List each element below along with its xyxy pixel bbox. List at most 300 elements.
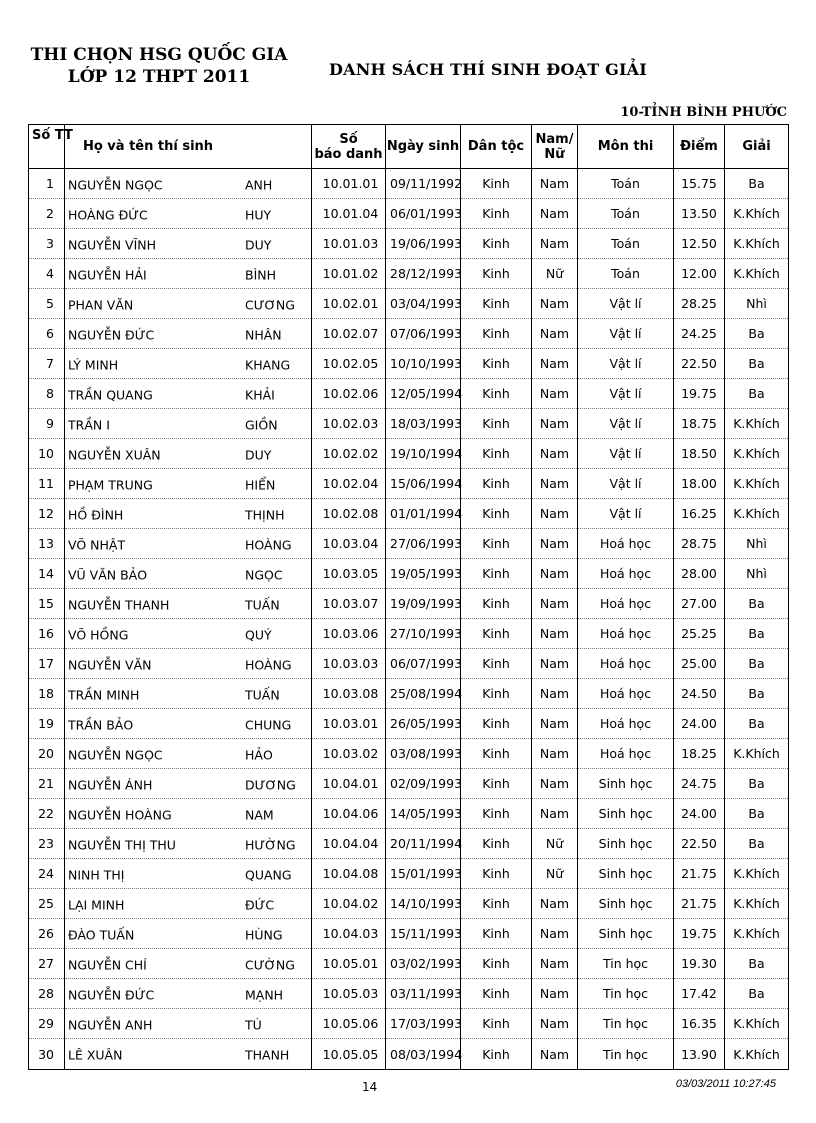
cell-prize: K.Khích [725, 259, 789, 289]
cell-subject: Vật lí [578, 409, 674, 439]
student-given-name: KHANG [245, 356, 291, 372]
cell-sbd: 10.01.04 [312, 199, 386, 229]
cell-prize: Ba [725, 829, 789, 859]
cell-subject: Sinh học [578, 769, 674, 799]
cell-subject: Sinh học [578, 829, 674, 859]
cell-subject: Sinh học [578, 859, 674, 889]
cell-name [65, 679, 312, 709]
cell-stt: 23 [29, 829, 65, 859]
cell-gender: Nam [532, 589, 578, 619]
cell-ethnic: Kinh [461, 829, 532, 859]
cell-name [65, 949, 312, 979]
cell-ethnic: Kinh [461, 229, 532, 259]
table-row [29, 589, 789, 619]
cell-gender: Nam [532, 679, 578, 709]
student-given-name: HIỂN [245, 476, 276, 492]
col-header-gender [532, 125, 578, 169]
cell-dob: 26/05/1993 [386, 709, 461, 739]
cell-sbd: 10.04.03 [312, 919, 386, 949]
cell-sbd: 10.05.01 [312, 949, 386, 979]
student-surname: NGUYỄN THANH [68, 596, 170, 612]
cell-subject: Sinh học [578, 919, 674, 949]
cell-subject: Toán [578, 169, 674, 199]
cell-name [65, 829, 312, 859]
table-row [29, 379, 789, 409]
cell-name [65, 979, 312, 1009]
cell-name [65, 259, 312, 289]
cell-gender: Nam [532, 199, 578, 229]
cell-name [65, 439, 312, 469]
student-name [68, 589, 311, 618]
cell-subject: Vật lí [578, 499, 674, 529]
cell-stt: 12 [29, 499, 65, 529]
cell-sbd: 10.05.05 [312, 1039, 386, 1070]
cell-stt: 15 [29, 589, 65, 619]
cell-ethnic: Kinh [461, 439, 532, 469]
student-name [68, 229, 311, 258]
student-given-name: DUY [245, 236, 272, 252]
cell-stt: 21 [29, 769, 65, 799]
cell-sbd: 10.04.06 [312, 799, 386, 829]
student-given-name: HƯỜNG [245, 836, 296, 852]
student-surname: NGUYỄN ÁNH [68, 776, 153, 792]
cell-name [65, 709, 312, 739]
cell-name [65, 349, 312, 379]
student-given-name: DƯƠNG [245, 776, 296, 792]
student-given-name: THỊNH [245, 506, 285, 522]
cell-prize: Ba [725, 619, 789, 649]
cell-dob: 03/04/1993 [386, 289, 461, 319]
document-title: DANH SÁCH THÍ SINH ĐOẠT GIẢI [329, 60, 647, 79]
cell-dob: 03/02/1993 [386, 949, 461, 979]
cell-ethnic: Kinh [461, 679, 532, 709]
table-header-row [29, 125, 789, 169]
cell-stt: 29 [29, 1009, 65, 1039]
cell-dob: 01/01/1994 [386, 499, 461, 529]
student-name [68, 649, 311, 678]
cell-sbd: 10.04.02 [312, 889, 386, 919]
cell-prize: K.Khích [725, 229, 789, 259]
cell-dob: 03/08/1993 [386, 739, 461, 769]
cell-subject: Hoá học [578, 529, 674, 559]
cell-score: 21.75 [674, 889, 725, 919]
student-name [68, 739, 311, 768]
student-given-name: QUANG [245, 866, 292, 882]
student-given-name: ANH [245, 176, 273, 192]
cell-dob: 15/01/1993 [386, 859, 461, 889]
cell-sbd: 10.03.07 [312, 589, 386, 619]
table-row [29, 769, 789, 799]
cell-subject: Hoá học [578, 709, 674, 739]
student-given-name: NHÂN [245, 326, 282, 342]
cell-gender: Nam [532, 799, 578, 829]
cell-gender: Nam [532, 739, 578, 769]
student-name [68, 559, 311, 588]
cell-dob: 28/12/1993 [386, 259, 461, 289]
student-name [68, 199, 311, 228]
col-header-ethnic: Dân tộc [461, 125, 532, 169]
cell-dob: 25/08/1994 [386, 679, 461, 709]
cell-dob: 07/06/1993 [386, 319, 461, 349]
cell-name [65, 169, 312, 199]
cell-score: 27.00 [674, 589, 725, 619]
cell-score: 16.25 [674, 499, 725, 529]
cell-dob: 02/09/1993 [386, 769, 461, 799]
cell-name [65, 919, 312, 949]
cell-score: 25.00 [674, 649, 725, 679]
student-name [68, 979, 311, 1008]
cell-subject: Vật lí [578, 379, 674, 409]
cell-sbd: 10.03.02 [312, 739, 386, 769]
student-name [68, 919, 311, 948]
cell-score: 21.75 [674, 859, 725, 889]
student-surname: NGUYỄN ĐỨC [68, 326, 155, 342]
cell-sbd: 10.02.01 [312, 289, 386, 319]
cell-ethnic: Kinh [461, 169, 532, 199]
cell-prize: K.Khích [725, 199, 789, 229]
cell-score: 13.50 [674, 199, 725, 229]
cell-prize: K.Khích [725, 1009, 789, 1039]
student-name [68, 679, 311, 708]
cell-gender: Nam [532, 229, 578, 259]
student-surname: NGUYỄN NGỌC [68, 746, 163, 762]
student-given-name: TUẤN [245, 596, 280, 612]
cell-stt: 13 [29, 529, 65, 559]
cell-ethnic: Kinh [461, 1009, 532, 1039]
student-name [68, 439, 311, 468]
cell-name [65, 799, 312, 829]
cell-gender: Nam [532, 919, 578, 949]
student-name [68, 949, 311, 978]
cell-subject: Hoá học [578, 559, 674, 589]
cell-stt: 7 [29, 349, 65, 379]
table-row [29, 319, 789, 349]
table-row [29, 889, 789, 919]
cell-stt: 24 [29, 859, 65, 889]
cell-dob: 19/09/1993 [386, 589, 461, 619]
cell-name [65, 379, 312, 409]
table-body [29, 169, 789, 1070]
cell-gender: Nam [532, 289, 578, 319]
student-surname: TRẦN QUANG [68, 386, 153, 402]
exam-title [28, 44, 290, 88]
cell-subject: Tin học [578, 979, 674, 1009]
cell-name [65, 319, 312, 349]
cell-score: 12.50 [674, 229, 725, 259]
table-row [29, 259, 789, 289]
student-given-name: NAM [245, 806, 274, 822]
cell-score: 24.25 [674, 319, 725, 349]
cell-dob: 03/11/1993 [386, 979, 461, 1009]
cell-score: 12.00 [674, 259, 725, 289]
student-name [68, 289, 311, 318]
student-given-name: HUY [245, 206, 272, 222]
cell-sbd: 10.03.05 [312, 559, 386, 589]
cell-ethnic: Kinh [461, 319, 532, 349]
cell-score: 24.00 [674, 709, 725, 739]
student-name [68, 889, 311, 918]
cell-subject: Tin học [578, 949, 674, 979]
cell-gender: Nam [532, 709, 578, 739]
cell-gender: Nam [532, 1009, 578, 1039]
cell-ethnic: Kinh [461, 769, 532, 799]
cell-gender: Nam [532, 169, 578, 199]
student-surname: HỒ ĐÌNH [68, 506, 124, 522]
cell-name [65, 559, 312, 589]
student-name [68, 859, 311, 888]
cell-subject: Hoá học [578, 619, 674, 649]
cell-prize: Ba [725, 349, 789, 379]
student-surname: NGUYỄN HẢI [68, 266, 147, 282]
cell-ethnic: Kinh [461, 739, 532, 769]
col-header-sbd-line1: Số [339, 131, 358, 147]
student-name [68, 529, 311, 558]
cell-gender: Nam [532, 409, 578, 439]
cell-gender: Nam [532, 1039, 578, 1070]
cell-score: 19.75 [674, 919, 725, 949]
cell-gender: Nam [532, 979, 578, 1009]
exam-title-line2: LỚP 12 THPT 2011 [67, 67, 251, 87]
cell-gender: Nam [532, 889, 578, 919]
table-row [29, 559, 789, 589]
cell-gender: Nam [532, 529, 578, 559]
cell-prize: Nhì [725, 529, 789, 559]
cell-gender: Nam [532, 379, 578, 409]
cell-stt: 6 [29, 319, 65, 349]
cell-stt: 5 [29, 289, 65, 319]
cell-ethnic: Kinh [461, 619, 532, 649]
cell-ethnic: Kinh [461, 589, 532, 619]
table-row [29, 229, 789, 259]
cell-name [65, 199, 312, 229]
cell-subject: Toán [578, 259, 674, 289]
student-name [68, 619, 311, 648]
cell-stt: 26 [29, 919, 65, 949]
cell-stt: 17 [29, 649, 65, 679]
cell-stt: 10 [29, 439, 65, 469]
student-given-name: MẠNH [245, 986, 284, 1002]
cell-name [65, 1009, 312, 1039]
student-surname: NINH THỊ [68, 866, 125, 882]
cell-name [65, 619, 312, 649]
cell-dob: 20/11/1994 [386, 829, 461, 859]
cell-stt: 19 [29, 709, 65, 739]
table-row [29, 739, 789, 769]
cell-dob: 06/01/1993 [386, 199, 461, 229]
cell-subject: Hoá học [578, 649, 674, 679]
cell-name [65, 469, 312, 499]
cell-score: 16.35 [674, 1009, 725, 1039]
col-header-sbd [312, 125, 386, 169]
table-row [29, 799, 789, 829]
cell-sbd: 10.02.04 [312, 469, 386, 499]
table-row [29, 949, 789, 979]
cell-gender: Nam [532, 439, 578, 469]
cell-dob: 06/07/1993 [386, 649, 461, 679]
student-surname: TRẦN I [68, 416, 110, 432]
cell-gender: Nam [532, 949, 578, 979]
student-given-name: TUẤN [245, 686, 280, 702]
cell-ethnic: Kinh [461, 289, 532, 319]
student-given-name: DUY [245, 446, 272, 462]
student-surname: TRẦN MINH [68, 686, 140, 702]
cell-prize: K.Khích [725, 469, 789, 499]
cell-subject: Toán [578, 199, 674, 229]
student-name [68, 319, 311, 348]
table-row [29, 289, 789, 319]
cell-stt: 9 [29, 409, 65, 439]
table-row [29, 169, 789, 199]
cell-stt: 11 [29, 469, 65, 499]
cell-dob: 27/06/1993 [386, 529, 461, 559]
cell-prize: K.Khích [725, 859, 789, 889]
cell-stt: 30 [29, 1039, 65, 1070]
cell-gender: Nam [532, 619, 578, 649]
cell-ethnic: Kinh [461, 409, 532, 439]
student-given-name: NGỌC [245, 566, 283, 582]
cell-gender: Nam [532, 649, 578, 679]
student-given-name: KHẢI [245, 386, 275, 402]
cell-prize: Ba [725, 949, 789, 979]
cell-stt: 3 [29, 229, 65, 259]
cell-dob: 15/11/1993 [386, 919, 461, 949]
cell-sbd: 10.03.06 [312, 619, 386, 649]
cell-subject: Sinh học [578, 799, 674, 829]
cell-subject: Vật lí [578, 319, 674, 349]
cell-ethnic: Kinh [461, 859, 532, 889]
cell-ethnic: Kinh [461, 379, 532, 409]
student-given-name: CƯƠNG [245, 296, 295, 312]
cell-prize: K.Khích [725, 499, 789, 529]
cell-gender: Nữ [532, 829, 578, 859]
cell-ethnic: Kinh [461, 949, 532, 979]
cell-name [65, 229, 312, 259]
cell-ethnic: Kinh [461, 349, 532, 379]
student-surname: LẠI MINH [68, 896, 125, 912]
page-number: 14 [362, 1080, 378, 1094]
cell-subject: Hoá học [578, 739, 674, 769]
student-given-name: CƯỜNG [245, 956, 295, 972]
cell-name [65, 739, 312, 769]
cell-sbd: 10.05.03 [312, 979, 386, 1009]
table-row [29, 619, 789, 649]
table-row [29, 499, 789, 529]
col-header-gender-line2: Nữ [544, 146, 565, 162]
student-surname: NGUYỄN NGỌC [68, 176, 163, 192]
table-row [29, 709, 789, 739]
cell-prize: Ba [725, 649, 789, 679]
student-name [68, 169, 311, 198]
cell-sbd: 10.03.08 [312, 679, 386, 709]
cell-ethnic: Kinh [461, 1039, 532, 1070]
cell-name [65, 499, 312, 529]
table-row [29, 1009, 789, 1039]
cell-score: 28.75 [674, 529, 725, 559]
table-row [29, 919, 789, 949]
cell-sbd: 10.02.08 [312, 499, 386, 529]
student-name [68, 709, 311, 738]
student-given-name: ĐỨC [245, 896, 275, 912]
cell-subject: Vật lí [578, 289, 674, 319]
cell-stt: 1 [29, 169, 65, 199]
cell-sbd: 10.02.02 [312, 439, 386, 469]
cell-stt: 27 [29, 949, 65, 979]
cell-subject: Vật lí [578, 469, 674, 499]
student-surname: NGUYỄN ĐỨC [68, 986, 155, 1002]
cell-gender: Nam [532, 319, 578, 349]
student-given-name: HOÀNG [245, 536, 292, 552]
cell-score: 28.25 [674, 289, 725, 319]
cell-stt: 16 [29, 619, 65, 649]
col-header-sbd-line2: báo danh [314, 146, 383, 162]
table-row [29, 409, 789, 439]
student-name [68, 799, 311, 828]
cell-prize: K.Khích [725, 889, 789, 919]
cell-subject: Toán [578, 229, 674, 259]
winners-table [28, 124, 789, 1070]
student-given-name: CHUNG [245, 716, 292, 732]
student-surname: PHẠM TRUNG [68, 476, 153, 492]
student-surname: NGUYỄN THỊ THU [68, 836, 176, 852]
province-label: 10-TỈNH BÌNH PHƯỚC [620, 105, 787, 120]
cell-gender: Nam [532, 349, 578, 379]
cell-prize: K.Khích [725, 1039, 789, 1070]
cell-stt: 18 [29, 679, 65, 709]
cell-name [65, 1039, 312, 1070]
cell-name [65, 859, 312, 889]
student-given-name: HOÀNG [245, 656, 292, 672]
cell-score: 19.30 [674, 949, 725, 979]
cell-dob: 19/06/1993 [386, 229, 461, 259]
student-surname: NGUYỄN HOÀNG [68, 806, 172, 822]
cell-subject: Vật lí [578, 439, 674, 469]
cell-sbd: 10.02.07 [312, 319, 386, 349]
col-header-subject: Môn thi [578, 125, 674, 169]
cell-sbd: 10.04.04 [312, 829, 386, 859]
cell-sbd: 10.01.01 [312, 169, 386, 199]
cell-ethnic: Kinh [461, 709, 532, 739]
cell-score: 28.00 [674, 559, 725, 589]
cell-dob: 08/03/1994 [386, 1039, 461, 1070]
cell-stt: 22 [29, 799, 65, 829]
col-header-score: Điểm [674, 125, 725, 169]
student-given-name: HÙNG [245, 926, 283, 942]
cell-gender: Nữ [532, 259, 578, 289]
cell-ethnic: Kinh [461, 529, 532, 559]
cell-name [65, 889, 312, 919]
student-name [68, 769, 311, 798]
cell-dob: 12/05/1994 [386, 379, 461, 409]
cell-gender: Nam [532, 469, 578, 499]
cell-prize: Nhì [725, 559, 789, 589]
student-given-name: HẢO [245, 746, 273, 762]
cell-prize: K.Khích [725, 919, 789, 949]
table-row [29, 529, 789, 559]
cell-sbd: 10.04.08 [312, 859, 386, 889]
cell-prize: Ba [725, 169, 789, 199]
cell-prize: Nhì [725, 289, 789, 319]
student-surname: HOÀNG ĐỨC [68, 206, 148, 222]
cell-sbd: 10.05.06 [312, 1009, 386, 1039]
cell-gender: Nữ [532, 859, 578, 889]
col-header-name: Họ và tên thí sinh [65, 125, 312, 169]
student-surname: VÕ HỒNG [68, 626, 129, 642]
cell-dob: 14/10/1993 [386, 889, 461, 919]
cell-subject: Sinh học [578, 889, 674, 919]
table-row [29, 979, 789, 1009]
student-given-name: QUÝ [245, 626, 272, 642]
student-surname: VÕ NHẬT [68, 536, 126, 552]
